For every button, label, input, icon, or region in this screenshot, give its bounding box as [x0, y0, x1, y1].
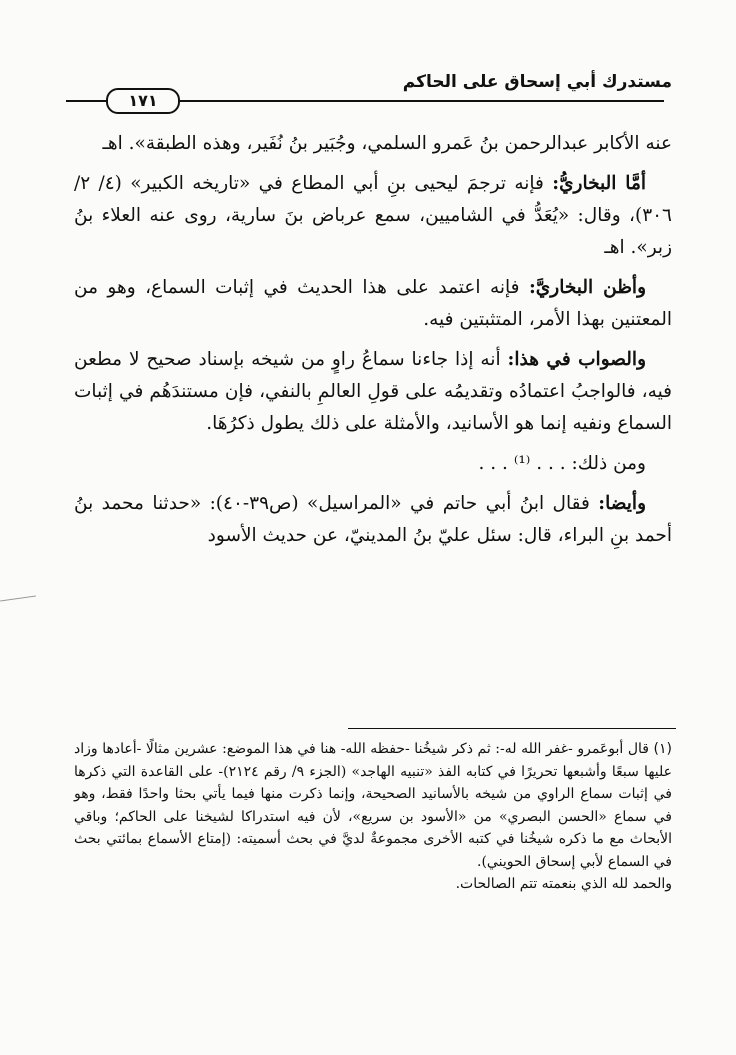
paragraph-5: ومن ذلك: . . . ⁽¹⁾ . . .	[478, 453, 646, 474]
paragraph-3-lead: وأظن البخاريَّ:	[528, 277, 646, 298]
paragraph-2	[74, 168, 672, 264]
paragraph-6-text: فقال ابنُ أبي حاتم في «المراسيل» (ص٣٩-٤٠): «حدثنا محمد بنُ أحمد بنِ البراء، قال: سئل عليّ بنُ المدينيّ، عن حديث الأسود	[74, 493, 672, 546]
paragraph-6	[74, 488, 672, 552]
paragraph-4-text: أنه إذا جاءنا سماعُ راوٍ من شيخه بإسناد صحيح لا مطعن فيه، فالواجبُ اعتمادُه وتقديمُه على قولِ العالمِ بالنفي، فإن مستندَهُم في إثبات السماع ونفيه إنما هو الأسانيد، والأمثلة على ذلك يطول ذكرُهَا.	[74, 349, 672, 434]
main-text	[74, 128, 672, 560]
page-number-badge: ١٧١	[106, 88, 180, 114]
footnote-1	[74, 738, 672, 873]
footnote-closing: والحمد لله الذي بنعمته تتم الصالحات.	[455, 876, 672, 892]
footnote-1-text: قال أبوعَمرو -غفر الله له-: ثم ذكر شيخُنا -حفظه الله- هنا في هذا الموضع: عشرين مثالًا -أعادها وزاد عليها سبعًا وأشبعها تحريرًا في كتابه الفذ «تنبيه الهاجد» (الجزء ٩/ رقم ٢١٢٤)- على القاعدة التي ذكرها في إثبات سماع الراوي من شيخه بالأسانيد الصحيحة، وإنما ذكرت منها فيما يأتي بحثا واحدًا فقط، وهو في سماع «الحسن البصري» من «الأسود بن سريع»، لأن فيه استدراكا لشيخنا على الحاكم؛ وباقي الأبحاث مع ما ذكره شيخُنا في كتبه الأخرى مجموعةٌ لديَّ في بحث أسميته: (إمتاع الأسماع بمائتي بحث في السماع لأبي إسحاق الحويني).	[74, 741, 672, 870]
paragraph-3	[74, 272, 672, 336]
paragraph-2-lead: أمَّا البخاريُّ:	[552, 173, 646, 194]
footnote-1-mark: (١)	[653, 741, 672, 757]
paragraph-4-lead: والصواب في هذا:	[507, 349, 647, 370]
footnote-separator	[348, 728, 676, 729]
paragraph-1: عنه الأكابر عبدالرحمن بنُ عَمرو السلمي، وجُبَير بنُ نُفَير، وهذه الطبقة». اهـ	[102, 133, 672, 154]
paragraph-3-text: فإنه اعتمد على هذا الحديث في إثبات السماع، وهو من المعتنين بهذا الأمر، المتثبتين فيه.	[74, 277, 672, 330]
paragraph-2-text: فإنه ترجمَ ليحيى بنِ أبي المطاع في «تاريخه الكبير» (٤/ ٢/ ٣٠٦)، وقال: «يُعَدُّ في الشاميين، سمع عرباض بنَ سارية، روى عنه العلاء بنُ زبر». اهـ	[74, 173, 672, 258]
paragraph-6-lead: وأيضا:	[598, 493, 646, 514]
paragraph-4	[74, 344, 672, 440]
margin-mark	[0, 595, 36, 601]
footnotes-block	[74, 738, 672, 896]
running-header-title: مستدرك أبي إسحاق على الحاكم	[402, 72, 672, 92]
